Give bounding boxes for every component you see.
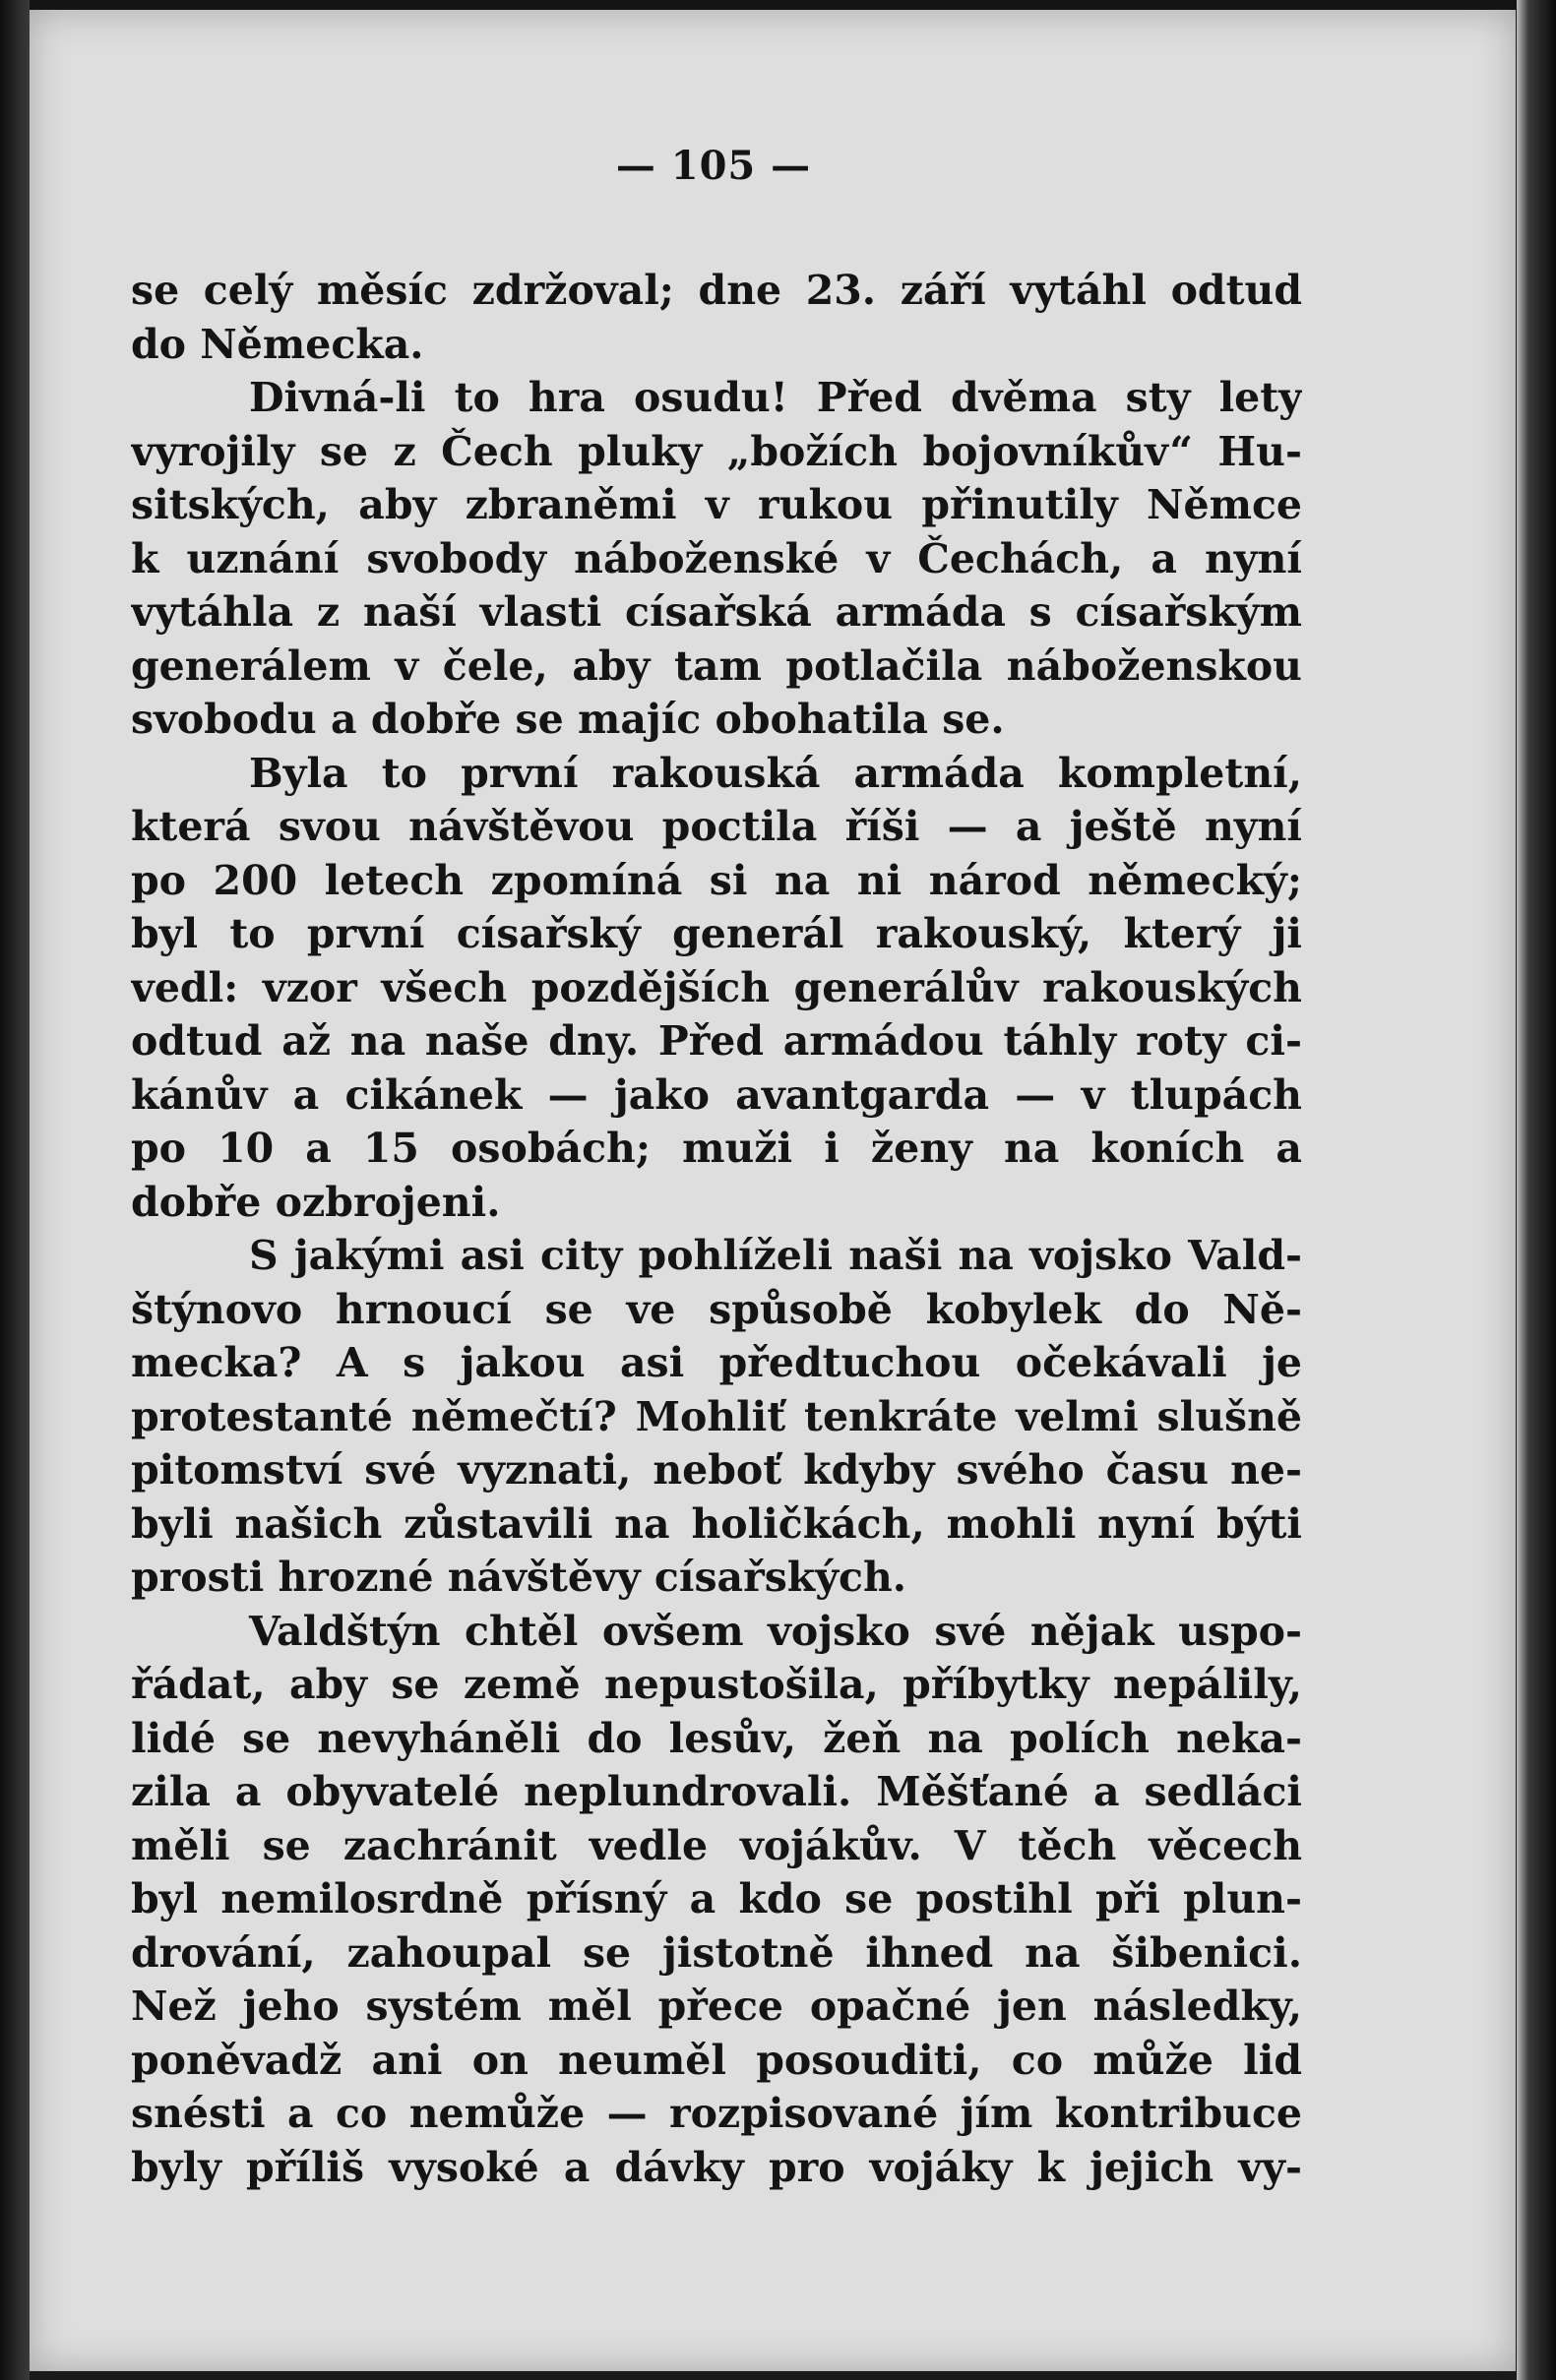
text-line: dobře ozbrojeni. bbox=[131, 1178, 501, 1226]
text-line: Než jeho systém měl přece opačné jen následky, bbox=[131, 1983, 1302, 2030]
text-line: se celý měsíc zdržoval; dne 23. září vytáhl odtud bbox=[131, 267, 1302, 314]
page-number: — 105 — bbox=[615, 143, 812, 189]
text-line: štýnovo hrnoucí se ve spůsobě kobylek do Ně- bbox=[131, 1285, 1302, 1333]
text-line: byl to první císařský generál rakouský, který ji bbox=[131, 910, 1302, 957]
text-line: zila a obyvatelé neplundrovali. Měšťané a sedláci bbox=[131, 1768, 1302, 1815]
text-line: drování, zahoupal se jistotně ihned na šibenici. bbox=[131, 1928, 1302, 1977]
scan-left-edge bbox=[0, 0, 30, 2380]
text-line: sitských, aby zbraněmi v rukou přinutily Němce bbox=[131, 481, 1302, 528]
text-line: odtud až na naše dny. Před armádou táhly roty ci- bbox=[131, 1017, 1302, 1065]
text-line: po 10 a 15 osobách; muži i ženy na koních a bbox=[131, 1125, 1302, 1172]
text-line: prosti hrozné návštěvy císařských. bbox=[131, 1554, 907, 1601]
page-text bbox=[131, 264, 1302, 2194]
text-line: svobodu a dobře se majíc obohatila se. bbox=[131, 696, 1005, 743]
text-line: S jakými asi city pohlíželi naši na vojsko Vald- bbox=[249, 1232, 1302, 1279]
text-line: k uznání svobody náboženské v Čechách, a nyní bbox=[131, 534, 1302, 582]
scan-right-edge bbox=[1517, 0, 1556, 2380]
text-line: byl nemilosrdně přísný a kdo se postihl při plun- bbox=[131, 1875, 1302, 1922]
book-page bbox=[30, 10, 1516, 2371]
text-line: mecka? A s jakou asi předtuchou očekávali je bbox=[131, 1339, 1302, 1386]
text-line: která svou návštěvou poctila říši — a ještě nyní bbox=[131, 803, 1302, 850]
text-line: generálem v čele, aby tam potlačila náboženskou bbox=[131, 641, 1302, 690]
text-line: snésti a co nemůže — rozpisované jím kontribuce bbox=[131, 2090, 1302, 2137]
text-line: Divná-li to hra osudu! Před dvěma sty lety bbox=[249, 374, 1302, 421]
text-line: byly příliš vysoké a dávky pro vojáky k jejich vy- bbox=[131, 2143, 1302, 2191]
text-line: Valdštýn chtěl ovšem vojsko své nějak uspo- bbox=[249, 1607, 1302, 1655]
text-line: kánův a cikánek — jako avantgarda — v tlupách bbox=[131, 1070, 1302, 1119]
text-line: měli se zachránit vedle vojákův. V těch věcech bbox=[131, 1821, 1302, 1869]
text-line: do Německa. bbox=[131, 320, 424, 368]
text-line: poněvadž ani on neuměl posouditi, co může lid bbox=[131, 2036, 1302, 2084]
text-line: lidé se nevyháněli do lesův, žeň na polích neka- bbox=[131, 1714, 1302, 1762]
text-line: byli našich zůstavili na holičkách, mohli nyní býti bbox=[131, 1499, 1302, 1548]
text-line: řádat, aby se země nepustošila, příbytky nepálily, bbox=[131, 1661, 1302, 1708]
text-line: po 200 letech zpomíná si na ni národ německý; bbox=[131, 856, 1302, 904]
text-line: vedl: vzor všech pozdějších generálův rakouských bbox=[131, 963, 1302, 1011]
text-line: pitomství své vyznati, neboť kdyby svého času ne- bbox=[131, 1446, 1302, 1494]
text-line: vyrojily se z Čech pluky „božích bojovníkův“ Hu- bbox=[131, 427, 1302, 475]
text-line: vytáhla z naší vlasti císařská armáda s císařským bbox=[131, 588, 1302, 636]
text-line: protestanté němečtí? Mohliť tenkráte velmi slušně bbox=[131, 1392, 1302, 1440]
text-line: Byla to první rakouská armáda kompletní, bbox=[249, 749, 1302, 797]
